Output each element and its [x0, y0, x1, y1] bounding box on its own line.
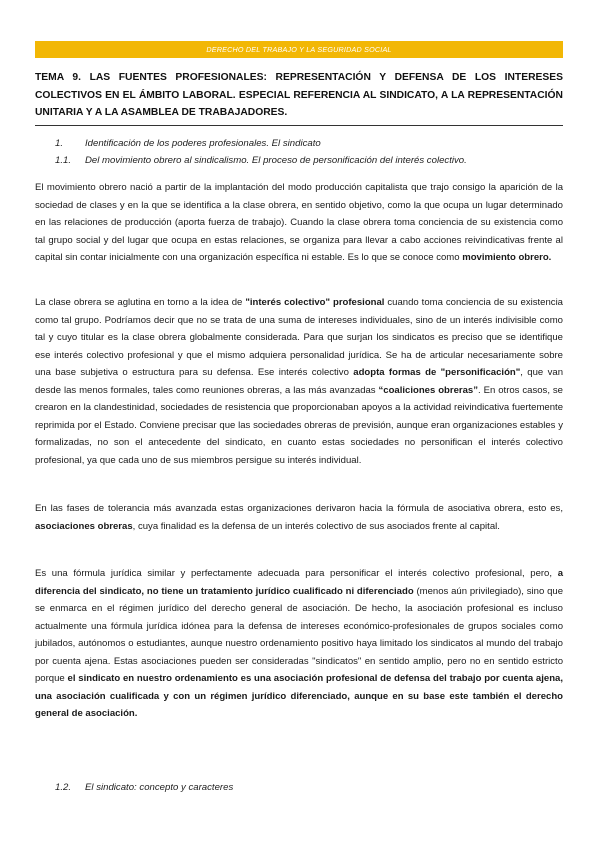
paragraph-4	[35, 565, 563, 723]
subheading-number: 1.2.	[55, 782, 72, 793]
bold-run: el sindicato en nuestro ordenamiento es una asociación profesional de defensa del trabajo por cuenta ajena, una asociación cualificada y con un régimen jurídico diferenciado, aunque en su base este también el derecho general de asociación.	[35, 673, 563, 720]
text-run: Es una fórmula jurídica similar y perfectamente adecuada para personificar el interés colectivo profesional, pero,	[35, 568, 558, 579]
section-subheading	[55, 782, 233, 794]
bold-run: a diferencia del sindicato, no tiene un tratamiento jurídico cualificado ni diferenciado	[35, 568, 563, 597]
bold-run: adopta formas de "personificación"	[353, 367, 521, 379]
toc-item	[55, 155, 467, 167]
text-run: , cuya finalidad es la defensa de un interés colectivo de sus asociados frente al capital.	[132, 520, 500, 532]
toc-item	[55, 138, 321, 150]
document-title: TEMA 9. LAS FUENTES PROFESIONALES: REPRESENTACIÓN Y DEFENSA DE LOS INTERESES COLECTIVOS EN EL ÁMBITO LABORAL. ESPECIAL REFERENCIA AL SINDICATO, A LA REPRESENTACIÓN UNITARIA Y A LA ASAMBLEA DE TRABAJADORES.	[35, 72, 563, 118]
text-run: . En otros casos, se crearon en la clandestinidad, sociedades de resistencia que proporcionaban apoyos a la actividad reivindicativa fuertemente reprimida por el Estado. Conviene precisar que las sociedades obreras de previsión, aunque eran organizaciones estables y formalizadas, no son el antecedente del sindicato, en cuanto estas sociedades no personifican el interés colectivo profesional, ya que cada uno de sus miembros persigue su interés individual.	[35, 384, 563, 466]
title-divider	[35, 125, 563, 126]
text-run: La clase obrera se aglutina en torno a la idea de	[35, 297, 246, 308]
toc-item-number: 1.	[55, 138, 64, 149]
bold-run: “coaliciones obreras”	[378, 384, 479, 396]
bold-run: movimiento obrero.	[462, 252, 552, 264]
text-run: El movimiento obrero nació a partir de la implantación del modo producción capitalista que trajo consigo la aparición de la sociedad de clases y en la que se identifica a la clase obrera, en sentido objetivo, como la que ocupa un lugar determinado en las relaciones de producción (aporta fuerza de trabajo). Cuando la clase obrera toma conciencia de su existencia como tal grupo social y del lugar que ocupa en estas relaciones, se organiza para llevar a cabo acciones reivindicativas frente al capital sin contar inicialmente con una organización específica ni estable. Es lo que se conoce como	[35, 182, 563, 264]
text-run: , que van desde las menos formales, tales como reuniones obreras, a las más avanzadas	[35, 367, 564, 396]
text-run: cuando toma conciencia de su existencia como tal grupo. Podríamos decir que no se trata de una suma de intereses individuales, sino de un interés indivisible como tal y cuyo titular es la clase obrera globalmente considerada. Para que surjan los sindicatos es preciso que se identifique ese interés colectivo profesional y que el mismo adquiera personalidad jurídica. Se ha de articular necesariamente sobre una base subjetiva o estructura para su defensa. Ese interés colectivo	[35, 297, 563, 379]
bold-run: "interés colectivo" profesional	[245, 297, 385, 308]
text-run: (menos aún privilegiado), sino que se enmarca en el régimen jurídico del derecho general de asociación. De hecho, la asociación profesional es incluso actualmente una fórmula jurídica idónea para la defensa de intereses económico-profesionales de grupos sociales como jubilados, autónomos o estudiantes, aunque nuestro ordenamiento positivo haya limitado los sindicatos al mundo del trabajo por cuenta ajena. Estas asociaciones pueden ser consideradas "sindicatos" en sentido amplio, pero no en sentido estricto porque	[35, 585, 564, 685]
toc-item-number: 1.1.	[55, 155, 72, 166]
paragraph-1	[35, 179, 563, 267]
text-run: En las fases de tolerancia más avanzada estas organizaciones derivaron hacia la fórmula de asociativa obrera, esto es,	[35, 503, 563, 514]
paragraph-2	[35, 294, 563, 469]
subheading-text: El sindicato: concepto y caracteres	[85, 782, 234, 793]
paragraph-3	[35, 500, 563, 535]
toc-item-text: Identificación de los poderes profesionales. El sindicato	[85, 138, 321, 149]
header-band: DERECHO DEL TRABAJO Y LA SEGURIDAD SOCIAL	[35, 41, 563, 58]
toc-item-text: Del movimiento obrero al sindicalismo. El proceso de personificación del interés colectivo.	[85, 155, 467, 166]
bold-run: asociaciones obreras	[35, 520, 133, 532]
